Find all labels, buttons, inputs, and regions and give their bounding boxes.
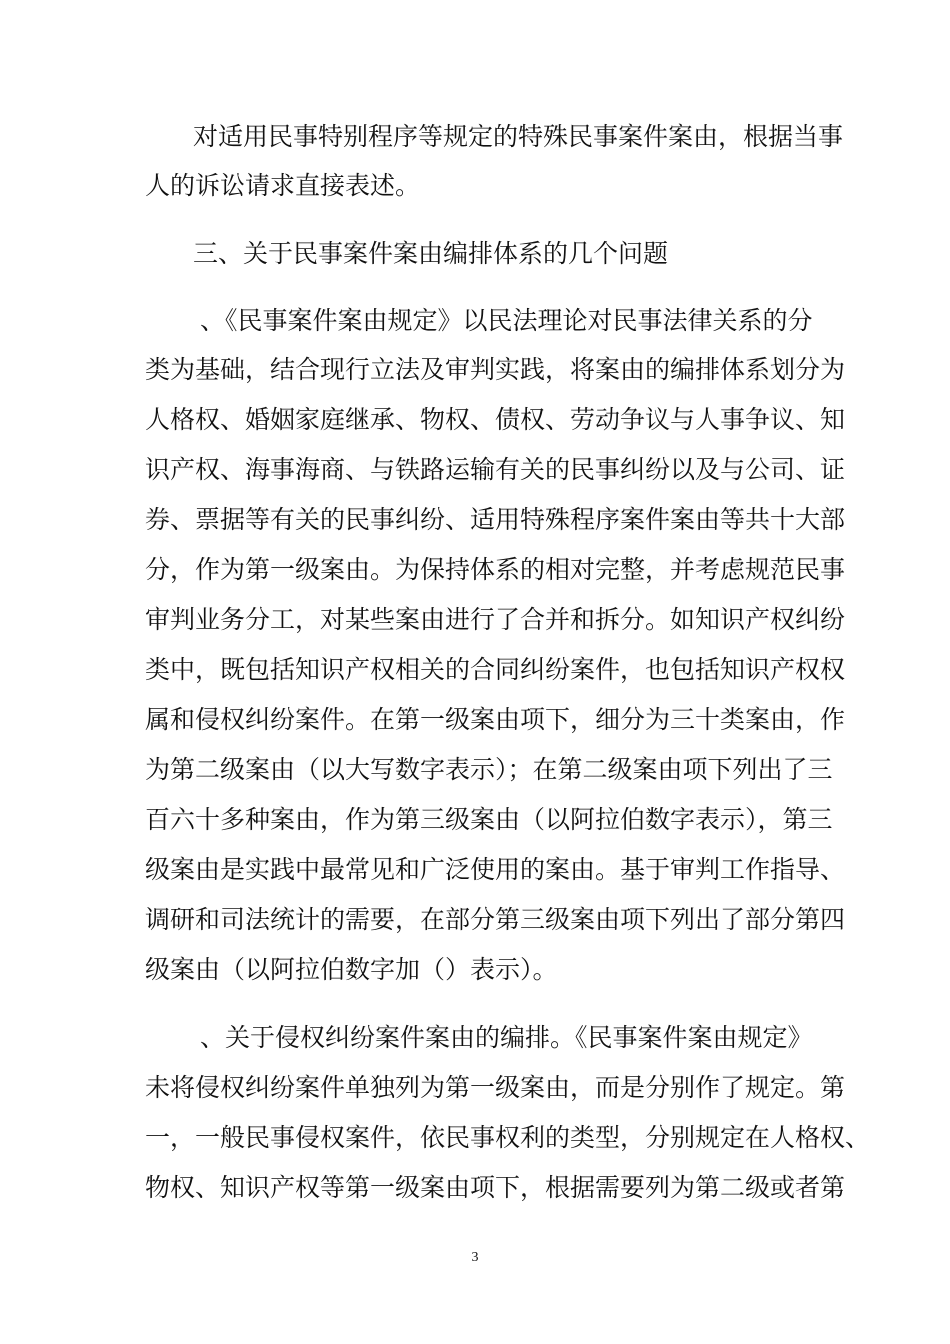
page-number: 3 — [471, 1250, 479, 1265]
paragraph-2-line-3: 人格权、婚姻家庭继承、物权、债权、劳动争议与人事争议、知 — [145, 405, 846, 434]
paragraph-2-line-12: 级案由是实践中最常见和广泛使用的案由。基于审判工作指导、 — [145, 855, 846, 884]
paragraph-2-line-11: 百六十多种案由，作为第三级案由（以阿拉伯数字表示），第三 — [145, 805, 833, 834]
paragraph-2-line-4: 识产权、海事海商、与铁路运输有关的民事纠纷以及与公司、证 — [145, 455, 846, 484]
paragraph-2-line-1: 、《民事案件案由规定》以民法理论对民事法律关系的分 — [200, 306, 813, 335]
paragraph-2-line-5: 券、票据等有关的民事纠纷、适用特殊程序案件案由等共十大部 — [145, 505, 846, 534]
section-heading: 三、关于民事案件案由编排体系的几个问题 — [193, 239, 669, 268]
paragraph-3-line-3: 一，一般民事侵权案件，依民事权利的类型，分别规定在人格权、 — [145, 1123, 871, 1152]
paragraph-2-line-6: 分，作为第一级案由。为保持体系的相对完整，并考虑规范民事 — [145, 555, 846, 584]
paragraph-2-line-2: 类为基础，结合现行立法及审判实践，将案由的编排体系划分为 — [145, 355, 846, 384]
paragraph-3-line-4: 物权、知识产权等第一级案由项下，根据需要列为第二级或者第 — [145, 1173, 846, 1202]
paragraph-1-line-1: 对适用民事特别程序等规定的特殊民事案件案由，根据当事 — [193, 122, 844, 151]
paragraph-3-line-2: 未将侵权纠纷案件单独列为第一级案由，而是分别作了规定。第 — [145, 1073, 846, 1102]
paragraph-2-line-10: 为第二级案由（以大写数字表示）；在第二级案由项下列出了三 — [145, 755, 833, 784]
paragraph-2-line-13: 调研和司法统计的需要，在部分第三级案由项下列出了部分第四 — [145, 905, 846, 934]
paragraph-1-line-2: 人的诉讼请求直接表述。 — [145, 171, 421, 200]
paragraph-3-line-1: 、关于侵权纠纷案件案由的编排。《民事案件案由规定》 — [200, 1023, 813, 1052]
paragraph-2-line-8: 类中，既包括知识产权相关的合同纠纷案件，也包括知识产权权 — [145, 655, 846, 684]
paragraph-2-line-14: 级案由（以阿拉伯数字加（）表示）。 — [145, 955, 558, 984]
paragraph-2-line-7: 审判业务分工，对某些案由进行了合并和拆分。如知识产权纠纷 — [145, 605, 846, 634]
paragraph-2-line-9: 属和侵权纠纷案件。在第一级案由项下，细分为三十类案由，作 — [145, 705, 846, 734]
